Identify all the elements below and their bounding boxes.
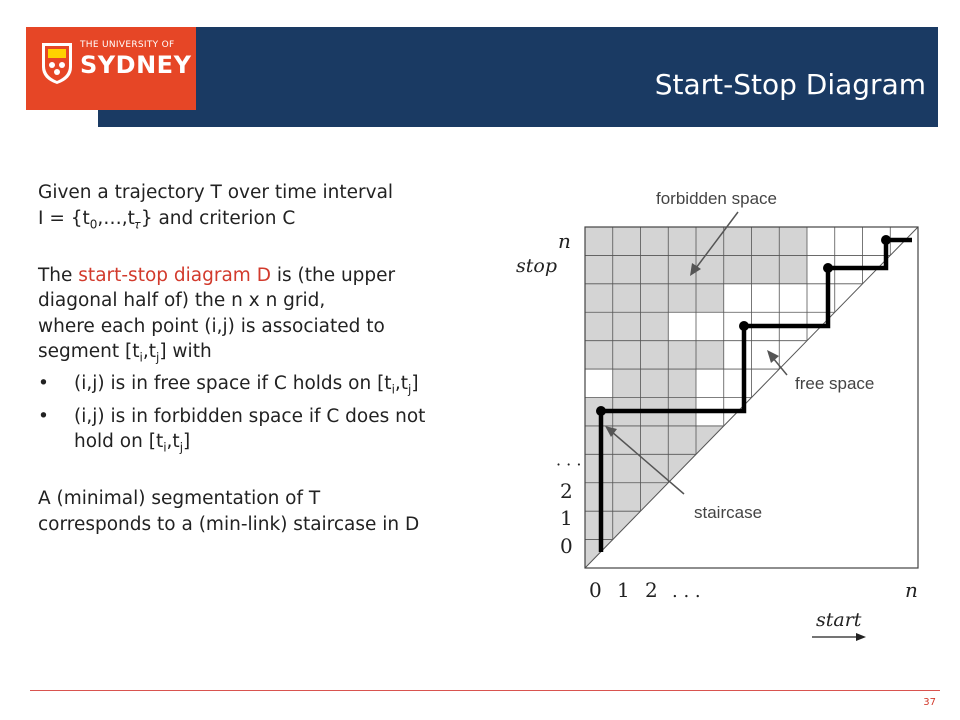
university-logo: [26, 27, 196, 110]
forbidden-cell: [641, 255, 669, 283]
text-line: A (minimal) segmentation of T: [38, 488, 321, 510]
y-label-dots: · · ·: [556, 455, 582, 474]
free-cell: [752, 284, 780, 312]
free-cell: [668, 312, 696, 340]
forbidden-cell: [613, 255, 641, 283]
forbidden-cell: [585, 227, 613, 255]
forbidden-cell: [585, 341, 613, 369]
forbidden-cell: [613, 426, 641, 454]
forbidden-cell: [641, 227, 669, 255]
y-axis-title: stop: [516, 255, 557, 277]
forbidden-cell: [613, 227, 641, 255]
body-text: [38, 180, 538, 537]
forbidden-cell: [696, 284, 724, 312]
text-line: Given a trajectory T over time interval: [38, 182, 394, 203]
forbidden-cell: [613, 369, 641, 397]
highlight-term: start-stop diagram D: [78, 264, 271, 286]
text-line: diagonal half of) the n x n grid,: [38, 290, 326, 312]
forbidden-cell: [779, 227, 807, 255]
page-number: 37: [923, 697, 936, 708]
arrowhead-icon: [856, 633, 866, 641]
text-line: segment $[t_i,t_j]$ with: [38, 341, 212, 365]
x-label-2: 2: [645, 578, 658, 602]
logo-sydney: SYDNEY: [80, 51, 192, 79]
text-line: corresponds to a (min-link) staircase in D: [38, 513, 420, 535]
x-label-0: 0: [589, 578, 602, 602]
text-line: $I = \{t_0,\dots,t_𝜏\}$ and criterion C: [38, 207, 296, 232]
forbidden-cell: [668, 227, 696, 255]
forbidden-cell: [724, 227, 752, 255]
forbidden-cell: [641, 426, 669, 454]
forbidden-cell: [613, 454, 641, 482]
bullet-item: • (i,j) is in free space if C holds on $[t_i,t_j]$: [38, 373, 419, 398]
forbidden-cell: [696, 255, 724, 283]
free-cell: [807, 227, 835, 255]
free-cell: [779, 284, 807, 312]
forbidden-cell: [641, 341, 669, 369]
free-cell: [724, 341, 752, 369]
forbidden-cell: [752, 227, 780, 255]
free-cell: [807, 284, 835, 312]
forbidden-cell: [668, 369, 696, 397]
y-label-n: n: [558, 229, 571, 253]
start-stop-diagram: [510, 180, 930, 650]
free-cell: [724, 284, 752, 312]
staircase-vertex: [596, 406, 606, 416]
x-axis-title: start: [816, 609, 862, 631]
forbidden-space-label: forbidden space: [656, 189, 777, 208]
staircase-vertex: [739, 321, 749, 331]
free-cell: [696, 312, 724, 340]
free-cell: [724, 369, 752, 397]
crest-icon: [40, 41, 74, 85]
forbidden-cell: [613, 341, 641, 369]
free-space-label: free space: [795, 374, 875, 393]
forbidden-cell: [668, 284, 696, 312]
forbidden-cell: [779, 255, 807, 283]
forbidden-cell: [585, 255, 613, 283]
bullet-item: • (i,j) is in forbidden space if C does not: [38, 405, 426, 427]
forbidden-cell: [668, 341, 696, 369]
free-cell: [585, 369, 613, 397]
forbidden-cell: [696, 227, 724, 255]
text-line: where each point (i,j) is associated to: [38, 315, 385, 337]
forbidden-cell: [696, 341, 724, 369]
x-label-dots: . . .: [672, 581, 701, 602]
forbidden-cell: [613, 483, 641, 511]
text-line: hold on $[t_i,t_j]$: [74, 431, 191, 455]
slide-title: Start-Stop Diagram: [654, 68, 926, 101]
forbidden-cell: [752, 255, 780, 283]
forbidden-cell: [668, 426, 696, 454]
forbidden-cell: [641, 369, 669, 397]
free-cell: [696, 369, 724, 397]
forbidden-cell: [641, 284, 669, 312]
x-label-1: 1: [617, 578, 630, 602]
forbidden-cell: [641, 312, 669, 340]
forbidden-cell: [585, 284, 613, 312]
y-label-2: 2: [560, 479, 573, 503]
forbidden-cell: [724, 255, 752, 283]
staircase-vertex: [881, 235, 891, 245]
y-label-1: 1: [560, 506, 573, 530]
staircase-label: staircase: [694, 503, 763, 522]
forbidden-cell: [613, 284, 641, 312]
free-cell: [835, 227, 863, 255]
forbidden-cell: [585, 312, 613, 340]
y-label-0: 0: [560, 534, 573, 558]
logo-university-of: THE UNIVERSITY OF: [80, 40, 175, 50]
x-label-n: n: [905, 578, 918, 602]
footer-line: [30, 690, 940, 691]
forbidden-cell: [613, 312, 641, 340]
staircase-vertex: [823, 263, 833, 273]
text-line: The start-stop diagram D is (the upper: [38, 264, 396, 286]
